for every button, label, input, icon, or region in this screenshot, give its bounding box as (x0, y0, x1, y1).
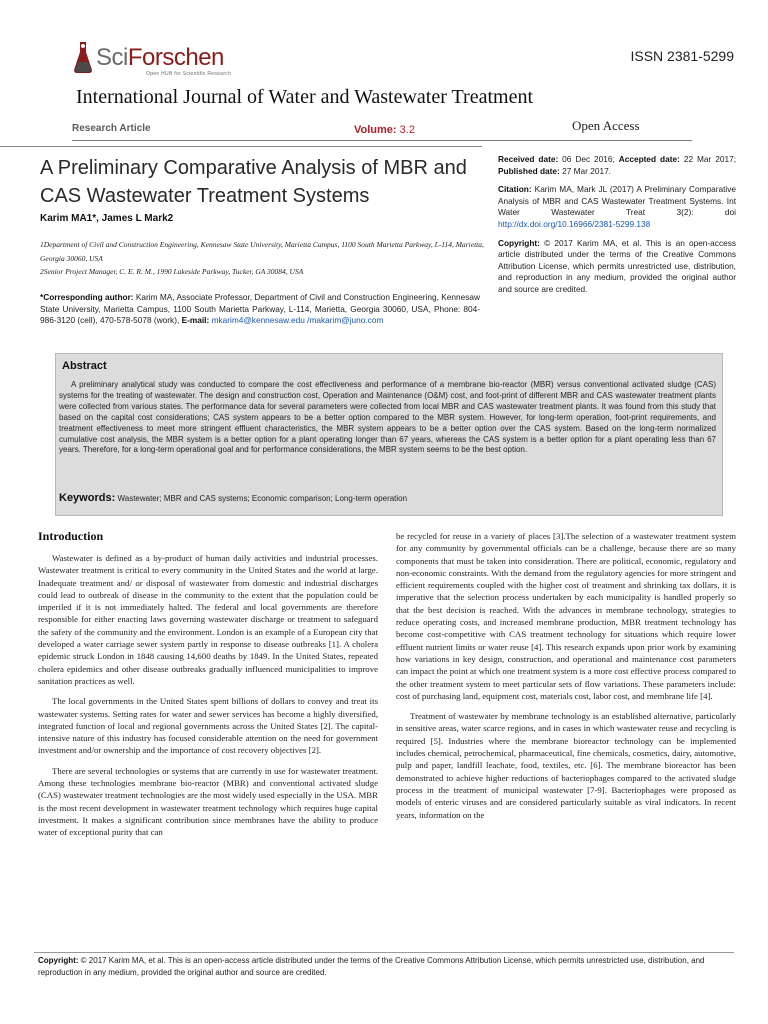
journal-title: International Journal of Water and Wastewater Treatment (76, 86, 534, 108)
affiliation-1: 1Department of Civil and Construction Engineering, Kennesaw State University, Marietta Campus, 1100 South Marietta Parkway, L-114, Marietta, Georgia 30060, USA (40, 240, 484, 263)
affiliations (40, 238, 485, 279)
citation-block: Citation: Karim MA, Mark JL (2017) A Preliminary Comparative Analysis of MBR and CAS Wastewater Treatment Systems. Int Water Wastewater Treat 3(2): doi http://dx.doi.org/10.16966/2381-5299.138 (498, 184, 737, 229)
left-column (38, 552, 378, 847)
copyright-block: Copyright: © 2017 Karim MA, et al. This is an open-access article distributed under the terms of the Creative Commons Attribution License, which permits unrestricted use, distribution, and reproduction in any medium, provided the original author and source are credited. (498, 237, 737, 294)
issn-number: ISSN 2381-5299 (630, 48, 734, 64)
logo-wordmark: SciForschen (96, 44, 224, 71)
right-column (396, 530, 736, 829)
volume-info: Volume: 3.2 (354, 124, 415, 136)
corresponding-author: *Corresponding author: Karim MA, Associate Professor, Department of Civil and Construction Engineering, Kennesaw State University, Marietta Campus, 1100 South Marietta Parkway, L-114, Marietta, Georgia 30060, USA, Phone: 804-986-3120 (cell), 470-578-5078 (work), E-mail: mkarim4@kennesaw.edu /makarim@juno.com (40, 292, 480, 325)
open-access-label: Open Access (572, 118, 640, 133)
article-title: A Preliminary Comparative Analysis of MBR and CAS Wastewater Treatment Systems (40, 157, 467, 207)
paragraph: Treatment of wastewater by membrane technology is an established alternative, particularly in sensitive areas, water scarce regions, and in cases in which wastewater reuse and recycling is required [5]. Industries where the membrane bioreactor technology can be implemented includes chemical, petrochemical, pharmaceutical, fine chemicals, cosmetics, dairy, automotive, pulp and paper, landfill leachate, food, textiles, etc. [6]. The membrane bioreactor has been demonstrated to achieve higher reductions of bacteriophages compared to the activated sludge process in the treatment of municipal wastewater [7-9]. Bacteriophages were proposed as models of enteric viruses and are considered particularly suitable as viral indicators. In recent years, information on the (396, 711, 736, 820)
publisher-logo (72, 38, 272, 82)
affiliation-2: 2Senior Project Manager, C. E. R. M., 1990 Lakeside Parkway, Tucker, GA 30084, USA (40, 267, 304, 276)
dates-block: Received date: 06 Dec 2016; Accepted date: 22 Mar 2017; Published date: 27 Mar 2017. (498, 154, 737, 176)
paragraph: Wastewater is defined as a by-product of human daily activities and industrial processes. Wastewater treatment is critical to every community in the United States and the world at large. Inadequate treatment and/ or disposal of wastewater from domestic and industrial discharges could lead to outbreak of disease in the community to the extent that the population could be imperiled if it is not immediately halted. The federal and local governments are therefore responsible for either enacting laws governing wastewater discharge or treatment to safeguard the safety of the community and the environment. London is an example of a European city that developed a water carriage sewer system partly in response to disease outbreaks [1]. A cholera epidemic struck London in 1848 causing 14,600 deaths by 1849. In the United States, repeated cholera epidemics and other disease outbreaks gradually influenced municipalities to improve sanitation practices as well. (38, 553, 378, 686)
footer-divider (34, 952, 734, 953)
flask-logo-icon (72, 40, 94, 74)
logo-tagline: Open HUB for Scientific Research (146, 71, 232, 77)
article-info-sidebar (498, 154, 736, 303)
keywords: Keywords: Wastewater; MBR and CAS systems; Economic comparison; Long-term operation (59, 492, 408, 504)
abstract-heading: Abstract (62, 360, 107, 372)
title-divider (0, 146, 482, 147)
doi-link[interactable]: http://dx.doi.org/10.16966/2381-5299.138 (498, 218, 651, 229)
email-link[interactable]: mkarim4@kennesaw.edu /makarim@juno.com (211, 315, 384, 325)
author-list: Karim MA1*, James L Mark2 (40, 213, 174, 224)
paragraph: There are several technologies or systems that are currently in use for wastewater treatment. Among these technologies membrane bio-reactor (MBR) and conventional activated sludge (CAS) wastewater treatment technologies are the most widely used especially in the USA. MBR is the most recent development in wastewater treatment technology which requires huge capital investment. It makes a significant contribution since membranes have the ability to produce water of exceptional purity that can (38, 765, 378, 838)
abstract-text: A preliminary analytical study was conducted to compare the cost effectiveness and performance of a membrane bio-reactor (MBR) versus conventional activated sludge (CAS) systems for the treating of wastewater. The design and construction cost, Operation and Maintenance (O&M) cost, and foot-print of different MBR and CAS wastewater treatment plants were collected from various states. The performance data for several parameters were collected from local MBR and CAS wastewater treatment plants. It was found from this study that based on the capital cost considerations; CAS system appears to be a better option compared to the MBR system. However, for long-term operation, foot-print requirements, and treatment effectiveness to meet more stringent effluent characteristics, the MBR system appears to be a better option over the CAS system. Based on the long-term normalized cumulative cost analysis, the MBR system is a better option for a plant operating longer than 67 years, whereas the CAS system is a better option for a plant operating less than 67 years. Therefore, for a long-term operational goal and for performance considerations, the MBR system seems to be the best option. (59, 380, 716, 455)
footer-copyright: Copyright: © 2017 Karim MA, et al. This is an open-access article distributed under the terms of the Creative Commons Attribution License, which permits unrestricted use, distribution, and reproduction in any medium, provided the original author and source are credited. (38, 956, 705, 977)
article-type: Research Article (72, 123, 151, 134)
introduction-heading: Introduction (38, 529, 104, 543)
paragraph: be recycled for reuse in a variety of places [3].The selection of a wastewater treatment system for any community by governmental officials can be a challenge, because there are so many components that must be taken into consideration. There are political, economic, regulatory and non-economic constraints. With the demand from the regulatory agencies for more stringent and efficient requirements coupled with the higher cost of treatment and shrinking tax dollars, it is imperative that the selection process undertaken by each municipality is handled properly so that the best decision is reached. With the advances in membrane technology, strategies to reduce operating costs, and increased membrane production, MBR treatment technology has become cost-competitive with CAS treatment technology for situations which require lower effluent nutrient limits or water reuse [4]. This research expands upon prior work by examining how variations in key design, construction, and operational and maintenance cost parameters can impact the point at which one treatment system is a more cost effective process compared to the other treatment system to meet particular sets of flow variations. These parameters include: cost of purchasing land, equipment cost, materials cost, labor cost, and membrane life [4]. (396, 531, 736, 701)
paragraph: The local governments in the United States spent billions of dollars to convey and treat its wastewater systems. Setting rates for water and sewer services has become a highly diversified, integrated function of local and regional governments across the United States [2]. The capital-intensive nature of this industry has focused considerable attention on the need for government investment and/or ownership and the importance of cost recovery objectives [2]. (38, 696, 378, 756)
